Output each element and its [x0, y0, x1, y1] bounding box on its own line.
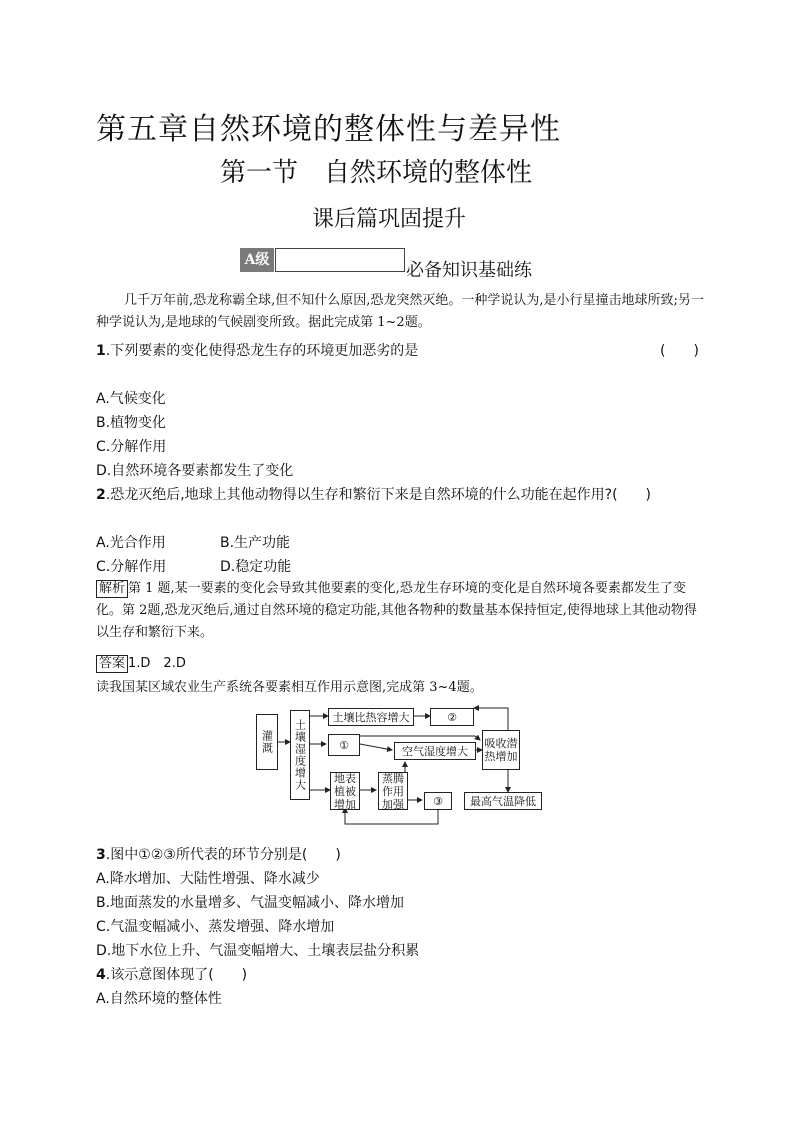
level-tag: A级: [240, 248, 274, 272]
section-title: 第一节 自然环境的整体性: [220, 158, 533, 188]
question-1: [96, 340, 418, 360]
question-text: .恐龙灭绝后,地球上其他动物得以生存和繁衍下来是自然环境的什么功能在起作用?( ): [105, 487, 652, 503]
question-2: [96, 484, 651, 504]
option-b: B.植物变化: [96, 415, 167, 431]
level-label: 必备知识基础练: [406, 260, 532, 281]
agriculture-diagram: [250, 700, 550, 835]
node-soil-moisture: 土壤湿度增大: [290, 710, 310, 800]
question-number: 2: [96, 487, 106, 503]
node-transpiration: 蒸腾作用加强: [378, 772, 408, 810]
question-text: .该示意图体现了( ): [105, 967, 248, 983]
option-a: A.自然环境的整体性: [96, 991, 222, 1007]
node-irrigation: 灌溉: [256, 714, 278, 770]
node-circle-1: ①: [328, 734, 360, 756]
node-circle-2: ②: [430, 708, 474, 726]
chapter-title: 第五章自然环境的整体性与差异性: [96, 112, 561, 147]
answer-text: 1.D 2.D: [128, 656, 186, 671]
answer-paren: ( ): [660, 343, 699, 359]
question-number: 3: [96, 847, 106, 863]
option-c: C.分解作用: [96, 559, 167, 575]
node-latent-heat: 吸收潜热增加: [482, 730, 520, 770]
node-vegetation: 地表植被增加: [330, 772, 360, 810]
option-a: A.气候变化: [96, 391, 166, 407]
option-d: D.稳定功能: [220, 559, 292, 575]
diagram-intro: 读我国某区域农业生产系统各要素相互作用示意图,完成第 3~4题。: [96, 680, 483, 695]
question-text: .图中①②③所代表的环节分别是( ): [105, 847, 341, 863]
option-b: B.地面蒸发的水量增多、气温变幅减小、降水增加: [96, 895, 405, 911]
option-d: D.地下水位上升、气温变幅增大、土壤表层盐分积累: [96, 943, 420, 959]
node-max-temp: 最高气温降低: [464, 792, 542, 810]
option-c: C.气温变幅减小、蒸发增强、降水增加: [96, 919, 335, 935]
answer-block: [96, 652, 186, 673]
node-air-humidity: 空气湿度增大: [394, 742, 476, 760]
question-3: [96, 844, 341, 864]
question-number: 1: [96, 343, 106, 359]
analysis-block: [96, 578, 706, 644]
option-c: C.分解作用: [96, 439, 167, 455]
level-box: [275, 248, 405, 272]
node-circle-3: ③: [424, 792, 452, 810]
analysis-label: 解析: [96, 580, 128, 598]
question-text: .下列要素的变化使得恐龙生存的环境更加恶劣的是: [105, 343, 419, 359]
option-a: A.光合作用: [96, 535, 166, 551]
analysis-text: 第 1 题,某一要素的变化会导致其他要素的变化,恐龙生存环境的变化是自然环境各要素都发生了变化。第 2题,恐龙灭绝后,通过自然环境的稳定功能,其他各物种的数量基本保持恒定,使得地球上其他动物得以生存和繁衍下来。: [96, 581, 697, 640]
sub-title: 课后篇巩固提升: [312, 207, 467, 232]
node-heat-capacity: 土壤比热容增大: [328, 708, 414, 726]
question-4: [96, 964, 247, 984]
question-number: 4: [96, 967, 106, 983]
answer-label: 答案: [96, 655, 128, 673]
option-a: A.降水增加、大陆性增强、降水减少: [96, 871, 320, 887]
option-b: B.生产功能: [220, 535, 291, 551]
intro-paragraph: 几千万年前,恐龙称霸全球,但不知什么原因,恐龙突然灭绝。一种学说认为,是小行星撞击地球所致;另一种学说认为,是地球的气候剧变所致。据此完成第 1~2题。: [96, 293, 704, 330]
option-d: D.自然环境各要素都发生了变化: [96, 463, 294, 479]
